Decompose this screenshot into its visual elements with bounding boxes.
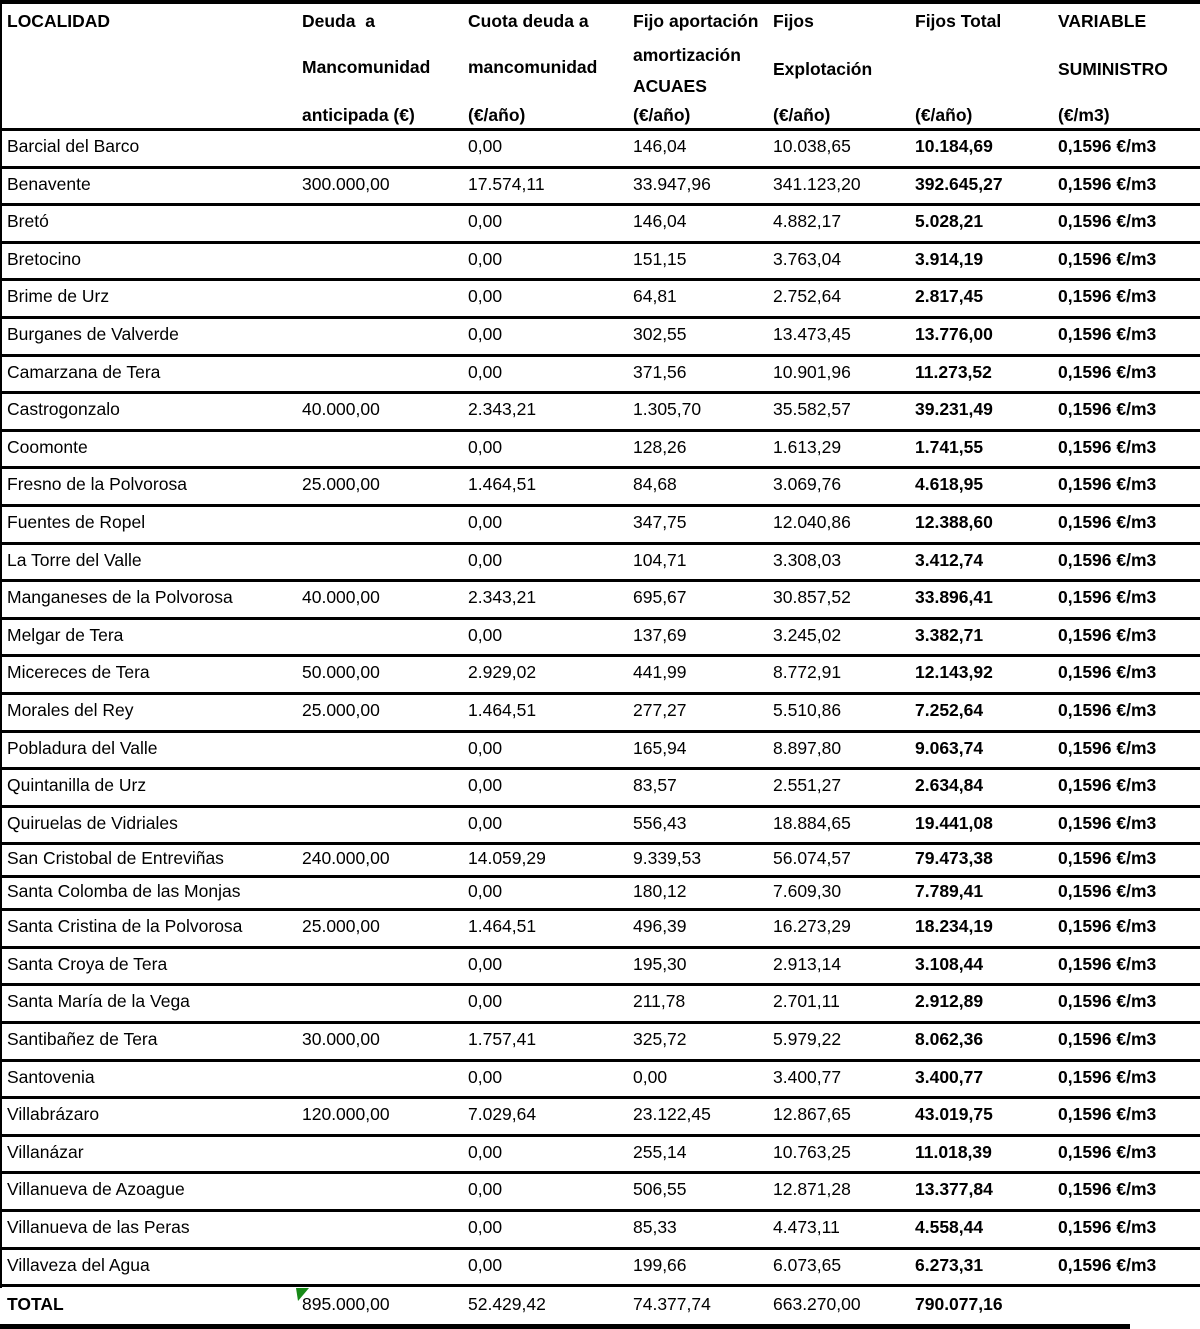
cell-localidad: Barcial del Barco [7, 136, 140, 156]
table-row [0, 695, 1200, 733]
cell-localidad: Santibañez de Tera [7, 1029, 158, 1050]
cell-fijos-explotacion: 2.701,11 [773, 991, 840, 1012]
cell-variable: 0,1596 €/m3 [1058, 286, 1157, 307]
cell-variable: 0,1596 €/m3 [1058, 211, 1157, 232]
cell-fijos-total: 13.776,00 [915, 323, 993, 344]
cell-fijos-total: 79.473,38 [915, 848, 993, 869]
cell-cuota: 0,00 [468, 991, 503, 1012]
table-row [0, 620, 1200, 658]
table-row [0, 319, 1200, 357]
cell-fijos-total: 3.382,71 [915, 624, 984, 645]
cell-deuda: 895.000,00 [302, 1294, 390, 1315]
cell-cuota: 0,00 [468, 812, 503, 833]
cell-fijos-explotacion: 12.040,86 [773, 511, 851, 532]
table-row [0, 1062, 1200, 1100]
cell-variable: 0,1596 €/m3 [1058, 248, 1157, 269]
cell-fijo-acuaes: 0,00 [633, 1066, 668, 1087]
header-cuota-line1: Cuota deuda a [468, 11, 589, 31]
header-fijo-acuaes-line3: ACUAES [633, 76, 707, 96]
cell-cuota: 0,00 [468, 248, 503, 269]
cell-fijos-explotacion: 1.613,29 [773, 436, 842, 457]
cell-localidad: Santa María de la Vega [7, 991, 190, 1012]
cell-deuda [295, 206, 461, 241]
cell-fijos-explotacion: 13.473,45 [773, 323, 851, 344]
cell-variable: 0,1596 €/m3 [1058, 549, 1157, 570]
cell-variable: 0,1596 €/m3 [1058, 136, 1157, 156]
cell-fijos-total: 9.063,74 [915, 737, 984, 758]
cell-fijos-total: 8.062,36 [915, 1029, 984, 1050]
cell-fijos-explotacion: 5.979,22 [773, 1029, 842, 1050]
cell-localidad: Bretó [7, 211, 49, 232]
cell-deuda: 25.000,00 [302, 474, 380, 495]
cell-fijo-acuaes: 180,12 [633, 881, 687, 902]
table-row [0, 1174, 1200, 1212]
table-row [0, 1212, 1200, 1250]
table-row [0, 1250, 1200, 1288]
cell-deuda [295, 986, 461, 1021]
cell-fijos-total: 13.377,84 [915, 1179, 993, 1200]
cell-fijos-total: 3.914,19 [915, 248, 984, 269]
cell-fijo-acuaes: 556,43 [633, 812, 687, 833]
cell-fijos-total: 19.441,08 [915, 812, 993, 833]
cell-variable: 0,1596 €/m3 [1058, 173, 1157, 194]
cell-fijos-explotacion: 6.073,65 [773, 1254, 842, 1275]
cell-fijos-explotacion: 7.609,30 [773, 881, 842, 902]
cell-fijos-total: 6.273,31 [915, 1254, 984, 1275]
table-row [0, 733, 1200, 771]
table-row [0, 770, 1200, 808]
table-row [0, 281, 1200, 319]
cell-localidad: Santa Colomba de las Monjas [7, 881, 241, 902]
cell-cuota: 2.343,21 [468, 587, 537, 608]
cell-localidad: San Cristobal de Entreviñas [7, 848, 224, 869]
cell-fijos-explotacion: 8.772,91 [773, 662, 842, 683]
cell-localidad: Manganeses de la Polvorosa [7, 587, 233, 608]
header-fijos-explotacion-line1: Fijos [773, 11, 814, 31]
table-row [0, 206, 1200, 244]
cell-localidad: Pobladura del Valle [7, 737, 158, 758]
cell-deuda: 30.000,00 [302, 1029, 380, 1050]
cell-cuota: 0,00 [468, 361, 503, 382]
cell-fijo-acuaes: 1.305,70 [633, 399, 702, 420]
cell-fijos-explotacion: 3.245,02 [773, 624, 842, 645]
cell-localidad: Villanueva de las Peras [7, 1217, 190, 1238]
cell-cuota: 0,00 [468, 624, 503, 645]
cell-localidad: La Torre del Valle [7, 549, 142, 570]
cell-deuda: 300.000,00 [302, 173, 390, 194]
cell-variable: 0,1596 €/m3 [1058, 1104, 1157, 1125]
cell-deuda: 40.000,00 [302, 587, 380, 608]
cell-fijos-total: 2.634,84 [915, 775, 984, 796]
cell-deuda [295, 1212, 461, 1247]
cell-cuota: 0,00 [468, 775, 503, 796]
cell-cuota: 0,00 [468, 286, 503, 307]
cell-cuota: 2.929,02 [468, 662, 537, 683]
cell-fijos-explotacion: 10.763,25 [773, 1141, 851, 1162]
cell-variable: 0,1596 €/m3 [1058, 699, 1157, 720]
cell-variable: 0,1596 €/m3 [1058, 881, 1157, 902]
cell-fijos-total: 12.388,60 [915, 511, 993, 532]
cell-fijo-acuaes: 128,26 [633, 436, 687, 457]
cell-localidad: Fresno de la Polvorosa [7, 474, 187, 495]
cell-fijos-total: 2.817,45 [915, 286, 984, 307]
header-variable [1051, 0, 1200, 128]
cell-fijos-explotacion: 2.913,14 [773, 953, 842, 974]
table-row [0, 911, 1200, 949]
cell-localidad: Quiruelas de Vidriales [7, 812, 178, 833]
cell-variable: 0,1596 €/m3 [1058, 511, 1157, 532]
cell-variable: 0,1596 €/m3 [1058, 1217, 1157, 1238]
cell-localidad: Coomonte [7, 436, 88, 457]
table-row [0, 357, 1200, 395]
cell-cuota: 52.429,42 [468, 1294, 546, 1315]
cell-deuda: 240.000,00 [302, 848, 390, 869]
cell-variable: 0,1596 €/m3 [1058, 624, 1157, 645]
cell-cuota: 0,00 [468, 511, 503, 532]
cell-variable: 0,1596 €/m3 [1058, 991, 1157, 1012]
table-row [0, 469, 1200, 507]
cell-variable: 0,1596 €/m3 [1058, 1066, 1157, 1087]
table-row [0, 507, 1200, 545]
cell-fijo-acuaes: 695,67 [633, 587, 687, 608]
cell-cuota: 7.029,64 [468, 1104, 537, 1125]
cell-deuda [295, 770, 461, 805]
cell-fijos-total: 33.896,41 [915, 587, 993, 608]
cell-fijos-explotacion: 10.901,96 [773, 361, 851, 382]
cell-fijos-explotacion: 56.074,57 [773, 848, 851, 869]
cell-deuda [295, 357, 461, 392]
cell-fijos-explotacion: 3.069,76 [773, 474, 842, 495]
cell-variable: 0,1596 €/m3 [1058, 1141, 1157, 1162]
cell-localidad: Santa Croya de Tera [7, 953, 168, 974]
table-row [0, 1099, 1200, 1137]
cell-fijos-explotacion: 16.273,29 [773, 916, 851, 937]
header-variable-line3: (€/m3) [1058, 105, 1110, 125]
header-fijos-explotacion-line2: Explotación [773, 59, 873, 79]
cell-variable: 0,1596 €/m3 [1058, 737, 1157, 758]
cell-fijo-acuaes: 23.122,45 [633, 1104, 711, 1125]
cell-fijos-explotacion: 18.884,65 [773, 812, 851, 833]
cell-fijos-explotacion: 3.763,04 [773, 248, 842, 269]
cell-deuda [295, 507, 461, 542]
table-left-border [0, 3, 2, 1288]
cell-fijo-acuaes: 84,68 [633, 474, 677, 495]
cell-cuota: 0,00 [468, 881, 503, 902]
cell-cuota: 0,00 [468, 436, 503, 457]
table-row [0, 657, 1200, 695]
cell-variable: 0,1596 €/m3 [1058, 361, 1157, 382]
cell-cuota: 0,00 [468, 953, 503, 974]
cell-variable: 0,1596 €/m3 [1058, 916, 1157, 937]
cell-deuda [295, 244, 461, 279]
cell-fijo-acuaes: 371,56 [633, 361, 687, 382]
cell-deuda [295, 131, 461, 166]
cell-fijos-explotacion: 3.308,03 [773, 549, 842, 570]
cell-fijo-acuaes: 104,71 [633, 549, 687, 570]
cell-deuda: 25.000,00 [302, 699, 380, 720]
table-row [0, 1024, 1200, 1062]
cell-localidad: Villanázar [7, 1141, 84, 1162]
header-fijos-explotacion-line3: (€/año) [773, 105, 831, 125]
cell-fijos-total: 3.108,44 [915, 953, 984, 974]
table-row [0, 169, 1200, 207]
cell-cuota: 17.574,11 [468, 173, 545, 194]
cell-localidad: Melgar de Tera [7, 624, 124, 645]
cell-deuda [295, 1250, 461, 1285]
cell-fijos-total: 12.143,92 [915, 662, 993, 683]
cell-fijo-acuaes: 277,27 [633, 699, 687, 720]
cell-fijo-acuaes: 85,33 [633, 1217, 677, 1238]
table-row [0, 878, 1200, 911]
cell-fijo-acuaes: 506,55 [633, 1179, 687, 1200]
cell-fijos-explotacion: 10.038,65 [773, 136, 851, 156]
cell-fijos-total: 18.234,19 [915, 916, 993, 937]
cell-cuota: 14.059,29 [468, 848, 546, 869]
cell-cuota: 0,00 [468, 549, 503, 570]
cell-localidad: Quintanilla de Urz [7, 775, 147, 796]
cell-fijos-explotacion: 12.867,65 [773, 1104, 851, 1125]
cell-cuota: 0,00 [468, 1217, 503, 1238]
cell-fijos-total: 11.273,52 [915, 361, 992, 382]
cell-cuota: 2.343,21 [468, 399, 537, 420]
header-deuda-line2: Mancomunidad [302, 57, 431, 77]
header-fijo-acuaes-line2: amortización [633, 45, 741, 65]
cell-localidad: Benavente [7, 173, 91, 194]
cell-variable: 0,1596 €/m3 [1058, 775, 1157, 796]
cell-fijos-explotacion: 35.582,57 [773, 399, 851, 420]
header-fijo-acuaes-line4: (€/año) [633, 105, 691, 125]
cell-fijos-explotacion: 341.123,20 [773, 173, 861, 194]
cell-fijos-total: 4.558,44 [915, 1217, 984, 1238]
cell-deuda [295, 1137, 461, 1172]
cell-fijo-acuaes: 74.377,74 [633, 1294, 711, 1315]
header-fijos-total-line2: (€/año) [915, 105, 973, 125]
cell-deuda [295, 808, 461, 843]
cell-cuota: 0,00 [468, 1066, 503, 1087]
cell-deuda [295, 319, 461, 354]
cell-localidad: Morales del Rey [7, 699, 134, 720]
cell-fijos-total: 39.231,49 [915, 399, 993, 420]
cell-fijos-explotacion: 4.882,17 [773, 211, 842, 232]
table-total-row [0, 1287, 1200, 1329]
table-row [0, 244, 1200, 282]
cell-deuda [295, 432, 461, 467]
cell-fijos-explotacion: 3.400,77 [773, 1066, 842, 1087]
cell-cuota: 1.464,51 [468, 474, 537, 495]
cell-fijos-total: 7.789,41 [915, 881, 984, 902]
cell-localidad: Brime de Urz [7, 286, 110, 307]
cell-variable: 0,1596 €/m3 [1058, 812, 1157, 833]
cell-localidad: Santa Cristina de la Polvorosa [7, 916, 243, 937]
cell-cuota: 0,00 [468, 1254, 503, 1275]
cell-deuda [295, 878, 461, 908]
header-localidad [0, 0, 295, 128]
cell-variable: 0,1596 €/m3 [1058, 323, 1157, 344]
cell-fijos-explotacion: 2.752,64 [773, 286, 842, 307]
cell-fijos-total: 3.412,74 [915, 549, 984, 570]
cell-fijos-explotacion: 4.473,11 [773, 1217, 840, 1238]
cell-fijo-acuaes: 441,99 [633, 662, 687, 683]
cell-fijo-acuaes: 151,15 [633, 248, 687, 269]
cell-fijos-total: 2.912,89 [915, 991, 984, 1012]
header-localidad-label: LOCALIDAD [7, 11, 111, 31]
cell-fijo-acuaes: 146,04 [633, 136, 687, 156]
cell-fijo-acuaes: 496,39 [633, 916, 687, 937]
cell-fijos-total: 3.400,77 [915, 1066, 984, 1087]
table-row [0, 394, 1200, 432]
cell-fijos-total: 43.019,75 [915, 1104, 993, 1125]
cell-fijos-explotacion: 5.510,86 [773, 699, 842, 720]
cell-fijos-explotacion: 663.270,00 [773, 1294, 861, 1315]
cell-variable: 0,1596 €/m3 [1058, 1029, 1157, 1050]
cell-fijo-acuaes: 325,72 [633, 1029, 687, 1050]
table-row [0, 986, 1200, 1024]
cell-variable: 0,1596 €/m3 [1058, 1179, 1157, 1200]
cell-localidad: Bretocino [7, 248, 81, 269]
cell-localidad: Fuentes de Ropel [7, 511, 146, 532]
header-fijos-total [908, 0, 1051, 128]
header-fijos-total-line1: Fijos Total [915, 11, 1002, 31]
table-row [0, 845, 1200, 878]
cell-fijos-total: 5.028,21 [915, 211, 984, 232]
cell-cuota: 1.757,41 [468, 1029, 537, 1050]
table-row [0, 1137, 1200, 1175]
cell-deuda [295, 545, 461, 580]
table-bottom-border [0, 1324, 1130, 1329]
cell-variable: 0,1596 €/m3 [1058, 474, 1157, 495]
cell-cuota: 0,00 [468, 136, 503, 156]
header-variable-line2: SUMINISTRO [1058, 59, 1168, 79]
cell-fijos-explotacion: 8.897,80 [773, 737, 842, 758]
cell-localidad: Villanueva de Azoague [7, 1179, 185, 1200]
cell-variable: 0,1596 €/m3 [1058, 1254, 1157, 1275]
cell-deuda: 50.000,00 [302, 662, 380, 683]
table-row [0, 131, 1200, 169]
cell-deuda [295, 949, 461, 984]
table-row [0, 545, 1200, 583]
cell-deuda [295, 620, 461, 655]
cell-fijo-acuaes: 9.339,53 [633, 848, 702, 869]
cell-error-flag-icon [296, 1288, 309, 1301]
cell-fijo-acuaes: 64,81 [633, 286, 677, 307]
cell-deuda [295, 1174, 461, 1209]
cell-deuda: 25.000,00 [302, 916, 380, 937]
cell-fijos-total: 1.741,55 [915, 436, 984, 457]
cell-cuota: 1.464,51 [468, 699, 537, 720]
cell-fijos-total: 10.184,69 [915, 136, 993, 156]
cell-fijo-acuaes: 137,69 [633, 624, 687, 645]
header-deuda-line1: Deuda a [302, 11, 375, 31]
cell-fijos-explotacion: 2.551,27 [773, 775, 842, 796]
header-fijo-acuaes-line1: Fijo aportación [633, 11, 759, 31]
cell-fijos-explotacion: 12.871,28 [773, 1179, 851, 1200]
header-cuota-line3: (€/año) [468, 105, 526, 125]
cell-variable: 0,1596 €/m3 [1058, 848, 1157, 869]
header-cuota-line2: mancomunidad [468, 57, 598, 77]
header-deuda [295, 0, 461, 128]
table-body [0, 131, 1200, 1287]
cell-fijo-acuaes: 347,75 [633, 511, 687, 532]
cell-fijo-acuaes: 165,94 [633, 737, 687, 758]
header-variable-line1: VARIABLE [1058, 11, 1147, 31]
cell-fijo-acuaes: 33.947,96 [633, 173, 711, 194]
header-fijos-explotacion [766, 0, 908, 128]
cell-fijos-total: 4.618,95 [915, 474, 984, 495]
cell-variable: 0,1596 €/m3 [1058, 436, 1157, 457]
cell-deuda [295, 1062, 461, 1097]
cell-localidad: Villaveza del Agua [7, 1254, 150, 1275]
cell-cuota: 1.464,51 [468, 916, 537, 937]
cell-fijos-total: 11.018,39 [915, 1141, 992, 1162]
cell-localidad: Villabrázaro [7, 1104, 100, 1125]
cell-fijos-total: 392.645,27 [915, 173, 1003, 194]
header-fijo-acuaes [626, 0, 766, 128]
table-row [0, 949, 1200, 987]
cell-fijo-acuaes: 199,66 [633, 1254, 687, 1275]
cell-fijo-acuaes: 255,14 [633, 1141, 687, 1162]
cell-cuota: 0,00 [468, 211, 503, 232]
cell-variable: 0,1596 €/m3 [1058, 953, 1157, 974]
cell-cuota: 0,00 [468, 323, 503, 344]
table-row [0, 582, 1200, 620]
cell-localidad: Micereces de Tera [7, 662, 150, 683]
cell-localidad: Camarzana de Tera [7, 361, 161, 382]
cell-variable: 0,1596 €/m3 [1058, 587, 1157, 608]
cell-deuda: 120.000,00 [302, 1104, 390, 1125]
table-header-row [0, 0, 1200, 131]
cell-cuota: 0,00 [468, 1179, 503, 1200]
cell-fijo-acuaes: 302,55 [633, 323, 687, 344]
cell-fijo-acuaes: 211,78 [633, 991, 686, 1012]
table-row [0, 808, 1200, 846]
cell-fijo-acuaes: 195,30 [633, 953, 687, 974]
cell-variable [1051, 1287, 1200, 1329]
table-row [0, 432, 1200, 470]
cell-cuota: 0,00 [468, 1141, 503, 1162]
cell-fijos-total: 7.252,64 [915, 699, 984, 720]
cell-localidad: Santovenia [7, 1066, 95, 1087]
cell-cuota: 0,00 [468, 737, 503, 758]
cell-variable: 0,1596 €/m3 [1058, 399, 1157, 420]
cell-fijos-explotacion: 30.857,52 [773, 587, 851, 608]
cell-deuda [295, 281, 461, 316]
cell-variable: 0,1596 €/m3 [1058, 662, 1157, 683]
cell-fijos-total: 790.077,16 [915, 1294, 1003, 1315]
cell-fijo-acuaes: 83,57 [633, 775, 677, 796]
cell-fijo-acuaes: 146,04 [633, 211, 687, 232]
cell-deuda: 40.000,00 [302, 399, 380, 420]
cell-deuda [295, 733, 461, 768]
cell-localidad: TOTAL [7, 1294, 64, 1315]
header-cuota [461, 0, 626, 128]
header-deuda-line3: anticipada (€) [302, 105, 415, 125]
cell-localidad: Burganes de Valverde [7, 323, 179, 344]
cell-localidad: Castrogonzalo [7, 399, 120, 420]
